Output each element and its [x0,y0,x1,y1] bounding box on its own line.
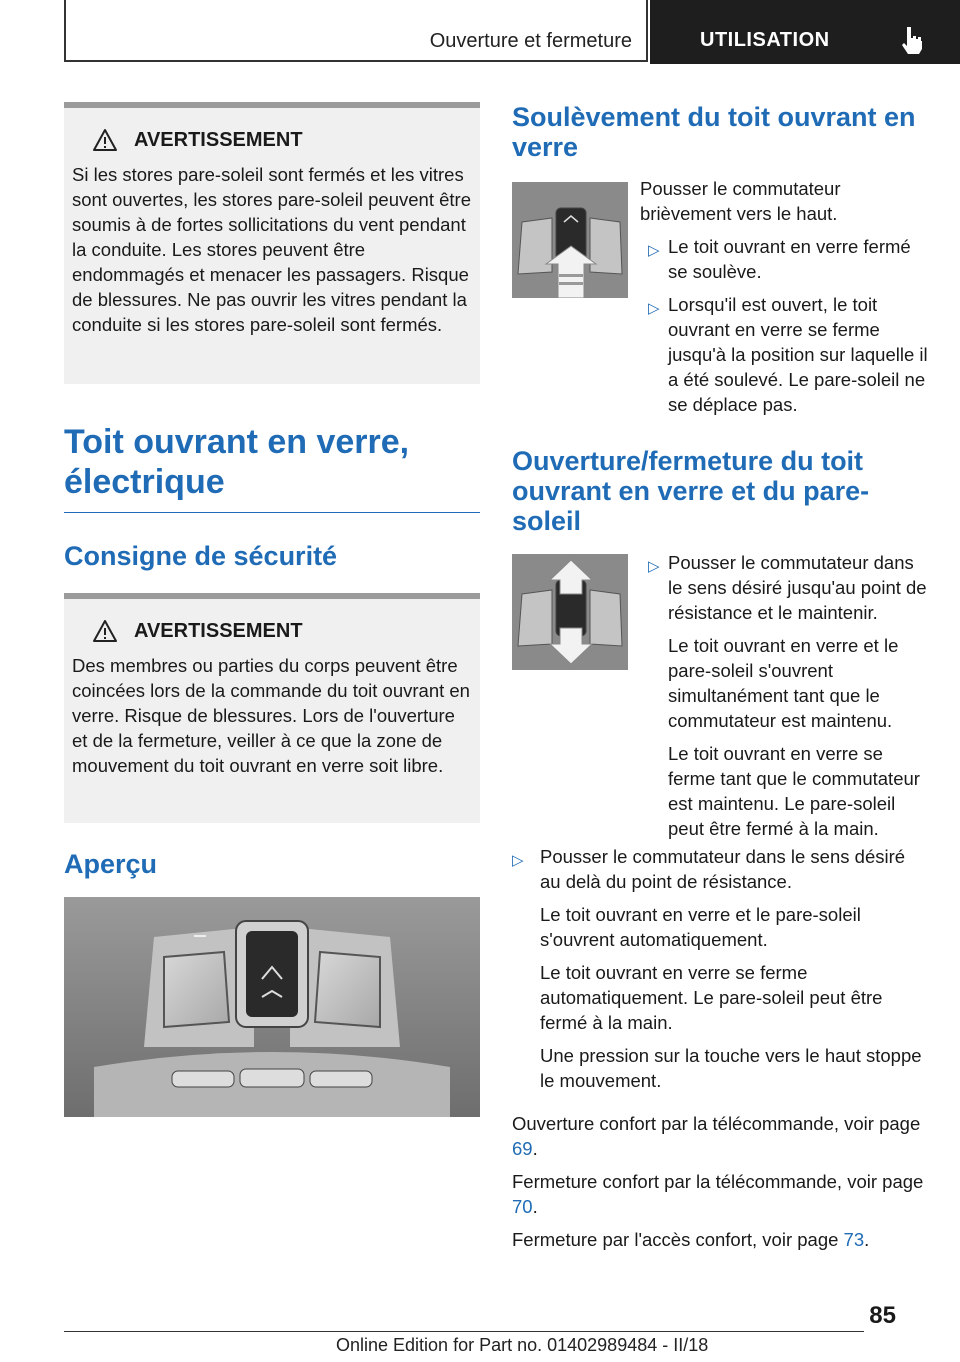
lift-intro: Pousser le commutateur brièvement vers le haut. [640,178,841,224]
lift-section [512,176,928,426]
switch-up-photo [512,182,628,298]
footer-divider [64,1331,864,1332]
warning-box-sunblind [64,102,480,384]
hand-pointer-icon [898,25,928,55]
list-item-paragraph: Le toit ouvrant en verre et le pare-soleil s'ouvrent simultanément tant que le commutateur est maintenu. [668,635,899,731]
header-chapter-title: UTILISATION [700,29,830,51]
comfort-access-close: Fermeture par l'accès confort, voir page 73. [512,1229,870,1250]
open-close-section [512,550,928,839]
comfort-open-remote: Ouverture confort par la télécommande, voir page 69. [512,1113,921,1159]
page-link-73[interactable]: 73 [843,1229,865,1250]
list-item: ▷ Lorsqu'il est ouvert, le toit ouvrant en verre se ferme jusqu'à la position sur laquelle il a été soulevé. Le pare-soleil ne se déplace pas. [648,294,928,415]
comfort-close-remote: Fermeture confort par la télécommande, voir page 70. [512,1171,924,1217]
triangle-bullet-icon: ▷ [648,242,660,259]
left-column [64,102,480,1117]
page-link-70[interactable]: 70 [512,1196,533,1217]
header-chapter-box [650,0,960,64]
lift-heading-line1: Soulèvement du toit ouvrant en [512,102,916,132]
page-title-line1: Toit ouvrant en verre, [64,423,410,461]
footer-edition: Online Edition for Part no. 01402989484 - II/18 [336,1335,709,1355]
lift-heading-line2: verre [512,132,579,162]
warning-triangle-icon [92,619,118,643]
safety-heading: Consigne de sécurité [64,541,338,571]
page-link-69[interactable]: 69 [512,1138,533,1159]
list-item: ▷ Le toit ouvrant en verre fermé se soulève. [648,236,911,282]
warning-text: Des membres ou parties du corps peuvent être coincées lors de la commande du toit ouvrant en verre. Risque de blessures. Lors de l'ouverture et de la fermeture, veiller à ce que la zone de mouvement du toit ouvrant en verre soit libre. [72,655,470,776]
open-close-heading-line2: ouvrant en verre et du pare-soleil [512,476,870,536]
warning-title: AVERTISSEMENT [134,619,303,642]
header-section-title: Ouverture et fermeture [429,30,632,52]
page-number: 85 [869,1302,896,1329]
right-column [512,102,928,1252]
page-header [64,0,960,64]
list-item-paragraph: Le toit ouvrant en verre et le pare-soleil s'ouvrent automatiquement. [540,904,861,950]
warning-title: AVERTISSEMENT [134,128,303,151]
warning-text: Si les stores pare-soleil sont fermés et les vitres sont ouvertes, les stores pare-soleil peuvent être soumis à de fortes sollicitations du vent pendant la conduite. Les stores peuvent être endommagés et menacer les passagers. Risque de blessures. Ne pas ouvrir les vitres pendant la conduite si les stores pare-soleil sont fermés. [72,164,471,335]
warning-triangle-icon [92,128,118,152]
triangle-bullet-icon: ▷ [648,558,660,575]
triangle-bullet-icon: ▷ [648,300,660,317]
triangle-bullet-icon: ▷ [512,852,524,869]
list-item-paragraph: Le toit ouvrant en verre se ferme automatiquement. Le pare-soleil peut être fermé à la main. [540,962,883,1033]
warning-box-pinch [64,593,480,823]
overview-heading: Aperçu [64,849,158,879]
overhead-console-photo [64,897,480,1117]
open-close-heading-line1: Ouverture/fermeture du toit [512,446,864,476]
list-item: ▷ Pousser le commutateur dans le sens désiré jusqu'au point de résistance et le maintenir. [648,552,927,623]
header-section-box [64,0,648,62]
list-item-paragraph: Une pression sur la touche vers le haut stoppe le mouvement. [540,1045,922,1091]
list-item-paragraph: Le toit ouvrant en verre se ferme tant que le commutateur est maintenu. Le pare-soleil peut être fermé à la main. [668,743,920,839]
switch-up-down-photo [512,554,628,670]
main-heading-block [64,422,480,513]
list-item: ▷ Pousser le commutateur dans le sens désiré au delà du point de résistance. [512,846,906,892]
page-title-line2: électrique [64,463,225,501]
